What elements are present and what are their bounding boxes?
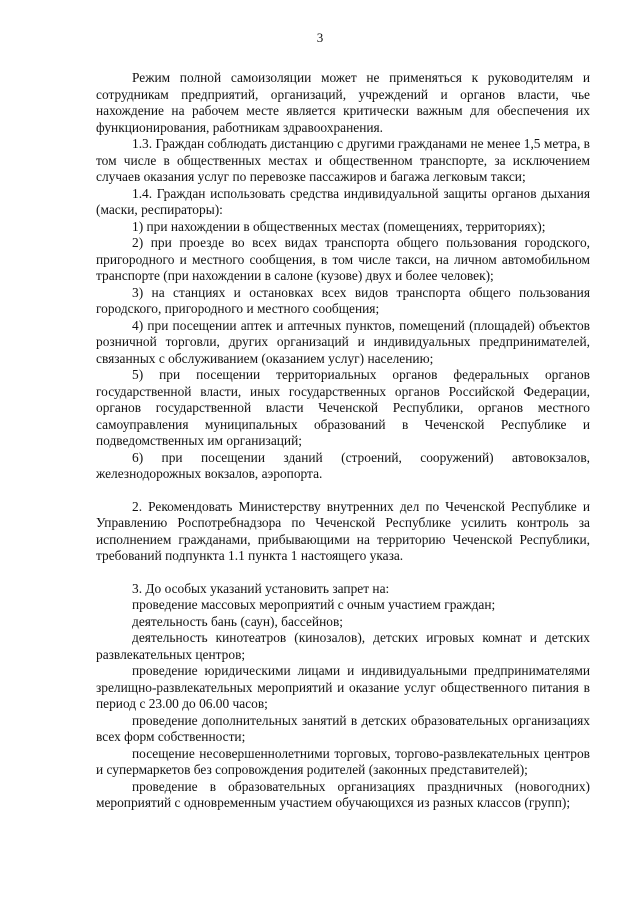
ban-item-school-holiday-events: проведение в образовательных организациях праздничных (новогодних) мероприятий с одновременным участием обучающихся из разных классов (групп);	[96, 778, 590, 810]
ban-item-minors-malls: посещение несовершеннолетними торговых, торгово-развлекательных центров и супермаркетов без сопровождения родителей (законных представителей);	[96, 745, 590, 777]
paragraph-self-isolation-exemption: Режим полной самоизоляции может не применяться к руководителям и сотрудникам предприятий, организаций, учреждений и органов власти, чье нахождение на рабочем месте является критически важным для обеспечения их функционирования, работникам здравоохранения.	[96, 70, 590, 135]
list-item-government-bodies: 5) при посещении территориальных органов федеральных органов государственной власти, иных государственных органов Российской Федерации, органов государственной власти Чеченской Республики, органов местного самоуправления муниципальных образований в Чеченской Республике и подведомственных им организаций;	[96, 367, 590, 448]
list-item-terminals: 6) при посещении зданий (строений, сооружений) автовокзалов, железнодорожных вокзалов, аэропорта.	[96, 449, 590, 481]
ban-item-baths-pools: деятельность бань (саун), бассейнов;	[132, 613, 343, 629]
ban-item-mass-events: проведение массовых мероприятий с очным участием граждан;	[132, 597, 496, 612]
page-number: 3	[316, 30, 324, 45]
ban-item-extra-classes: проведение дополнительных занятий в детских образовательных организациях всех форм собственности;	[96, 712, 590, 744]
ban-item-night-entertainment: проведение юридическими лицами и индивидуальными предпринимателями зрелищно-развлекательных мероприятий и оказание услуг общественного питания в период с 23.00 до 06.00 часов;	[96, 663, 590, 711]
list-item-pharmacies-retail: 4) при посещении аптек и аптечных пунктов, помещений (площадей) объектов розничной торговли, других организаций и индивидуальных предпринимателей, связанных с обслуживанием (оказанием услуг) населению;	[96, 317, 590, 366]
document-body	[96, 70, 590, 812]
ban-item-cinemas-kids-centers: деятельность кинотеатров (кинозалов), детских игровых комнат и детских развлекательных центров;	[96, 630, 590, 662]
paragraph-1-4-masks: 1.4. Граждан использовать средства индивидуальной защиты органов дыхания (маски, респираторы):	[96, 185, 590, 217]
paragraph-2-recommendation: 2. Рекомендовать Министерству внутренних дел по Чеченской Республике и Управлению Роспотребнадзора по Чеченской Республике усилить контроль за исполнением гражданами, прибывающими на территорию Чеченской Республики, требований подпункта 1.1 пункта 1 настоящего указа.	[96, 498, 590, 563]
paragraph-1-3-distance: 1.3. Граждан соблюдать дистанцию с другими гражданами не менее 1,5 метра, в том числе в общественных местах и общественном транспорте, за исключением случаев оказания услуг по перевозке пассажиров и багажа легковым такси;	[96, 136, 590, 184]
list-item-stations: 3) на станциях и остановках всех видов транспорта общего пользования городского, пригородного и местного сообщения;	[96, 284, 590, 316]
paragraph-3-ban-heading: 3. До особых указаний установить запрет на:	[132, 580, 390, 596]
list-item-public-places: 1) при нахождении в общественных местах (помещениях, территориях);	[132, 218, 546, 234]
list-item-transport: 2) при проезде во всех видах транспорта общего пользования городского, пригородного и местного сообщения, в том числе такси, на личном автомобильном транспорте (при нахождении в салоне (кузове) двух и более человек);	[96, 235, 590, 283]
